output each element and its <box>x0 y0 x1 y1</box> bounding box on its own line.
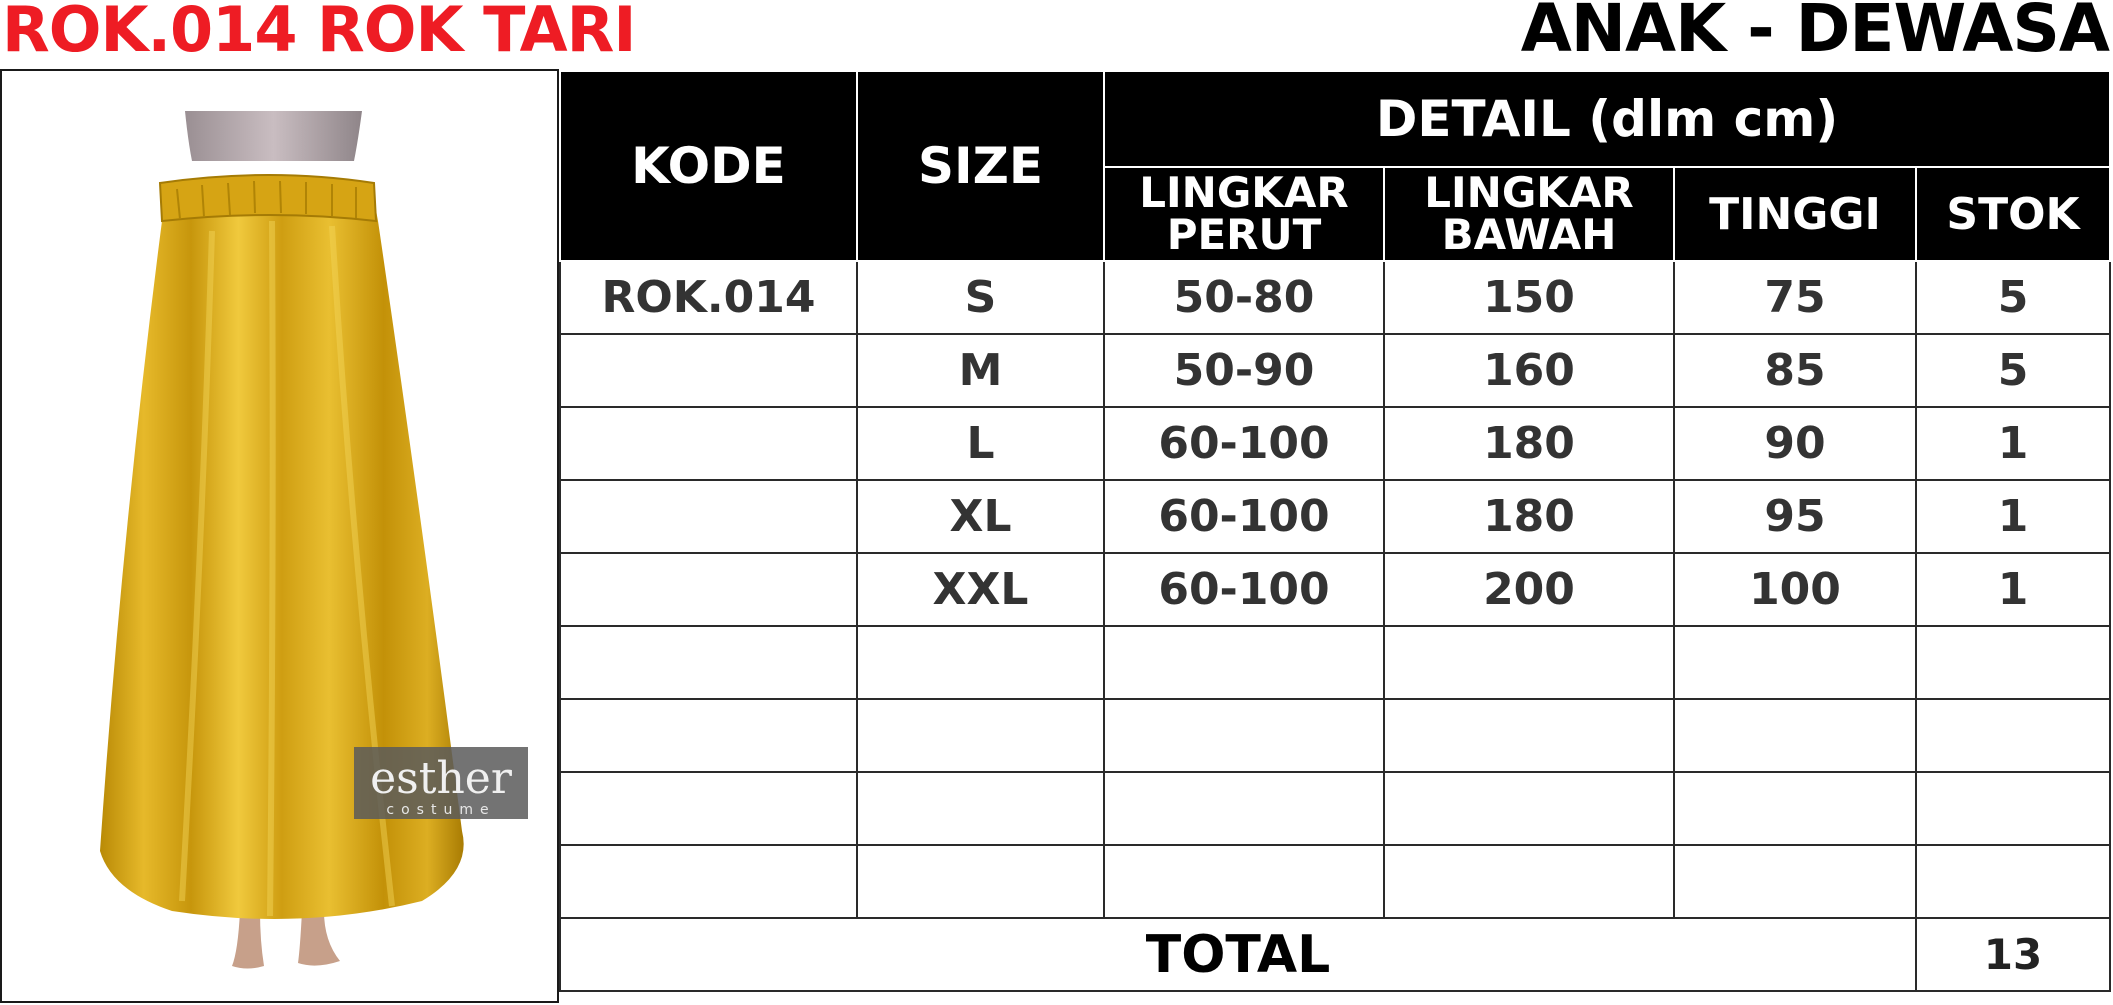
header-tinggi: TINGGI <box>1674 167 1916 261</box>
total-label: TOTAL <box>560 918 1916 991</box>
cell-stok <box>1916 772 2110 845</box>
cell-lingkar-bawah <box>1384 845 1674 918</box>
size-chart-table <box>559 70 2111 992</box>
table-row <box>560 261 2110 334</box>
header-kode: KODE <box>560 71 857 261</box>
cell-size: L <box>857 407 1104 480</box>
cell-stok: 1 <box>1916 480 2110 553</box>
cell-kode <box>560 845 857 918</box>
cell-lingkar-perut: 50-80 <box>1104 261 1384 334</box>
cell-tinggi: 90 <box>1674 407 1916 480</box>
total-row <box>560 918 2110 991</box>
cell-kode <box>560 334 857 407</box>
header-lingkar-bawah: LINGKAR BAWAH <box>1384 167 1674 261</box>
mannequin-torso <box>185 111 362 161</box>
cell-kode <box>560 407 857 480</box>
cell-lingkar-bawah: 160 <box>1384 334 1674 407</box>
cell-kode <box>560 480 857 553</box>
cell-stok: 1 <box>1916 407 2110 480</box>
table-row <box>560 845 2110 918</box>
category-label: ANAK - DEWASA <box>1520 0 2109 67</box>
cell-lingkar-bawah <box>1384 772 1674 845</box>
cell-size <box>857 845 1104 918</box>
cell-stok <box>1916 845 2110 918</box>
cell-kode: ROK.014 <box>560 261 857 334</box>
cell-tinggi: 85 <box>1674 334 1916 407</box>
cell-lingkar-perut: 60-100 <box>1104 553 1384 626</box>
cell-size: XXL <box>857 553 1104 626</box>
cell-size: M <box>857 334 1104 407</box>
cell-size <box>857 626 1104 699</box>
cell-lingkar-perut <box>1104 626 1384 699</box>
table-row <box>560 407 2110 480</box>
cell-size: S <box>857 261 1104 334</box>
cell-size <box>857 772 1104 845</box>
cell-lingkar-bawah: 200 <box>1384 553 1674 626</box>
product-photo <box>0 69 559 1003</box>
cell-lingkar-bawah <box>1384 699 1674 772</box>
skirt-waistband <box>160 175 376 221</box>
table-row <box>560 699 2110 772</box>
table-row <box>560 334 2110 407</box>
table-row <box>560 772 2110 845</box>
header-stok: STOK <box>1916 167 2110 261</box>
cell-stok: 1 <box>1916 553 2110 626</box>
cell-lingkar-perut <box>1104 772 1384 845</box>
cell-tinggi <box>1674 699 1916 772</box>
header-size: SIZE <box>857 71 1104 261</box>
total-value: 13 <box>1916 918 2110 991</box>
cell-tinggi: 75 <box>1674 261 1916 334</box>
cell-tinggi <box>1674 845 1916 918</box>
cell-tinggi: 95 <box>1674 480 1916 553</box>
logo-name: esther <box>370 753 512 804</box>
cell-stok <box>1916 626 2110 699</box>
mannequin-feet <box>232 911 340 969</box>
cell-lingkar-bawah: 150 <box>1384 261 1674 334</box>
cell-stok: 5 <box>1916 261 2110 334</box>
header-lingkar-perut: LINGKAR PERUT <box>1104 167 1384 261</box>
cell-size <box>857 699 1104 772</box>
cell-kode <box>560 626 857 699</box>
cell-lingkar-perut: 50-90 <box>1104 334 1384 407</box>
logo-sub: costume <box>386 802 496 818</box>
table-row <box>560 626 2110 699</box>
cell-lingkar-perut: 60-100 <box>1104 407 1384 480</box>
cell-tinggi <box>1674 772 1916 845</box>
cell-lingkar-perut: 60-100 <box>1104 480 1384 553</box>
cell-tinggi <box>1674 626 1916 699</box>
cell-kode <box>560 553 857 626</box>
cell-stok <box>1916 699 2110 772</box>
cell-lingkar-perut <box>1104 845 1384 918</box>
product-title: ROK.014 ROK TARI <box>2 0 636 66</box>
cell-lingkar-bawah <box>1384 626 1674 699</box>
cell-kode <box>560 772 857 845</box>
table-row <box>560 553 2110 626</box>
cell-tinggi: 100 <box>1674 553 1916 626</box>
cell-lingkar-bawah: 180 <box>1384 480 1674 553</box>
table-row <box>560 480 2110 553</box>
cell-stok: 5 <box>1916 334 2110 407</box>
cell-size: XL <box>857 480 1104 553</box>
cell-kode <box>560 699 857 772</box>
header-detail: DETAIL (dlm cm) <box>1104 71 2110 167</box>
cell-lingkar-bawah: 180 <box>1384 407 1674 480</box>
cell-lingkar-perut <box>1104 699 1384 772</box>
